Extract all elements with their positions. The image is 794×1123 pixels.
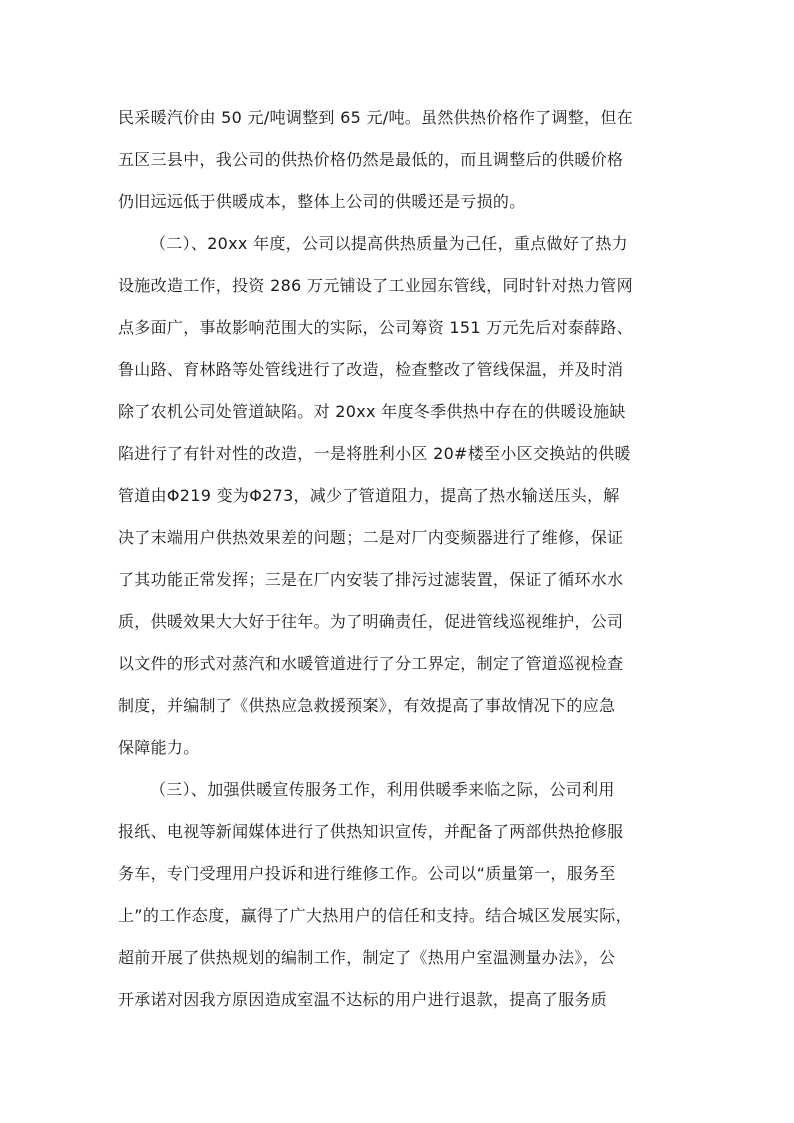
text-line-8: 除了农机公司处管道缺陷。对 20xx 年度冬季供热中存在的供暖设施缺 [118, 402, 626, 421]
text-line-21: 超前开展了供热规划的编制工作，制定了《热用户室温测量办法》，公 [118, 948, 616, 967]
text-line-20: 上”的工作态度，赢得了广大热用户的信任和支持。结合城区发展实际， [118, 906, 632, 925]
text-line-3: 仍旧远远低于供暖成本，整体上公司的供暖还是亏损的。 [118, 192, 526, 211]
text-line-16: 保障能力。 [118, 738, 200, 757]
text-line-15: 制度，并编制了《供热应急救援预案》，有效提高了事故情况下的应急 [118, 696, 616, 715]
text-line-14: 以文件的形式对蒸汽和水暖管道进行了分工界定，制定了管道巡视检查 [118, 654, 624, 673]
text-line-7: 鲁山路、育林路等处管线进行了改造，检查整改了管线保温，并及时消 [118, 360, 624, 379]
text-line-11: 决了末端用户供热效果差的问题；二是对厂内变频器进行了维修，保证 [118, 528, 624, 547]
text-line-10: 管道由Φ219 变为Φ273，减少了管道阻力，提高了热水输送压头，解 [118, 486, 620, 505]
text-line-2: 五区三县中，我公司的供热价格仍然是最低的，而且调整后的供暖价格 [118, 150, 624, 169]
text-line-12: 了其功能正常发挥；三是在厂内安装了排污过滤装置，保证了循环水水 [118, 570, 624, 589]
text-line-1: 民采暖汽价由 50 元/吨调整到 65 元/吨。虽然供热价格作了调整，但在 [118, 108, 633, 127]
text-line-18: 报纸、电视等新闻媒体进行了供热知识宣传，并配备了两部供热抢修服 [118, 822, 624, 841]
text-line-13: 质，供暖效果大大好于往年。为了明确责任，促进管线巡视维护，公司 [118, 612, 624, 631]
text-line-19: 务车，专门受理用户投诉和进行维修工作。公司以“质量第一，服务至 [118, 864, 616, 883]
text-line-17: （三）、加强供暖宣传服务工作，利用供暖季来临之际，公司利用 [150, 780, 615, 799]
text-line-6: 点多面广，事故影响范围大的实际，公司筹资 151 万元先后对泰薛路、 [118, 318, 633, 337]
text-line-5: 设施改造工作，投资 286 万元铺设了工业园东管线，同时针对热力管网 [118, 276, 633, 295]
text-line-9: 陷进行了有针对性的改造，一是将胜利小区 20#楼至小区交换站的供暖 [118, 444, 631, 463]
text-line-22: 开承诺对因我方原因造成室温不达标的用户进行退款，提高了服务质 [118, 990, 608, 1009]
text-line-4: （二）、20xx 年度，公司以提高供热质量为己任，重点做好了热力 [150, 234, 628, 253]
